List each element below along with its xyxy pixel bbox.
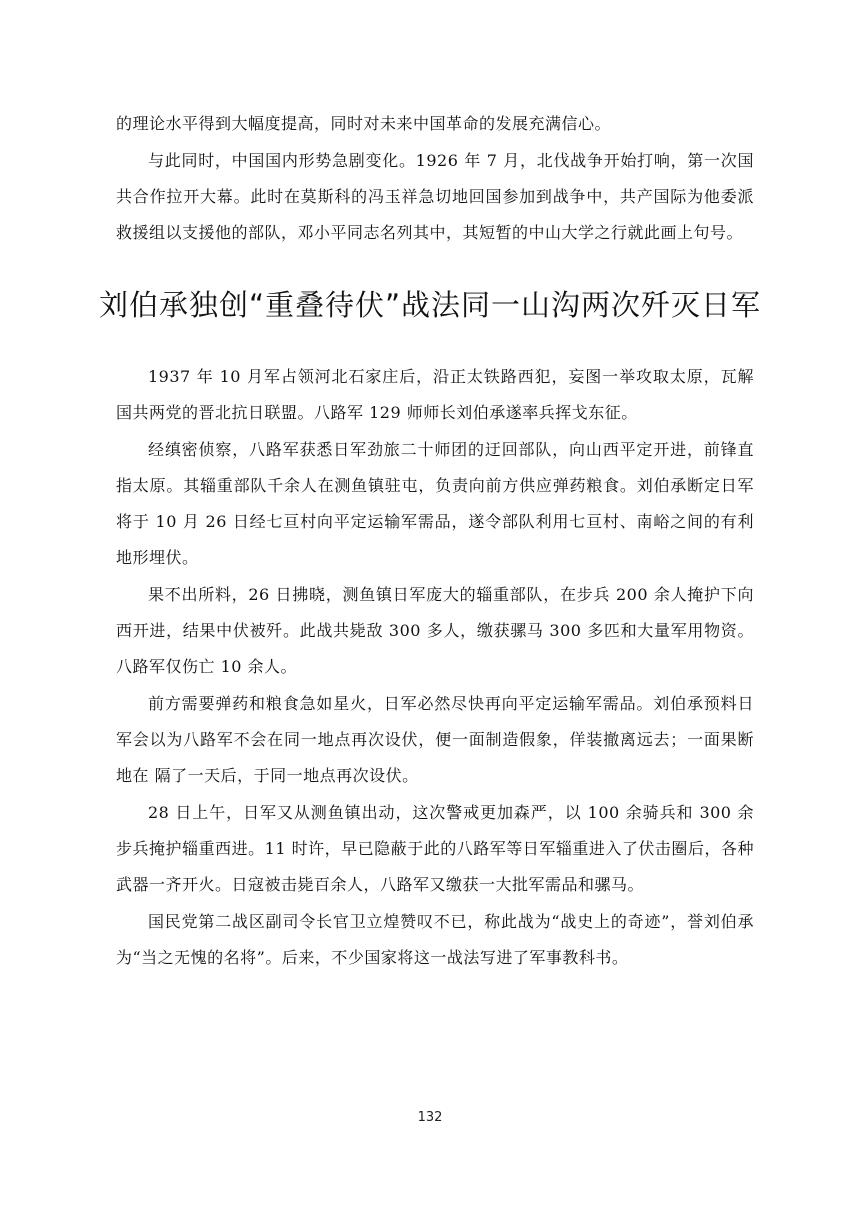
section-body xyxy=(116,359,754,976)
paragraph-continuation: 的理论水平得到大幅度提高，同时对未来中国革命的发展充满信心。 xyxy=(116,114,612,133)
paragraph-2: 经缜密侦察，八路军获悉日军劲旅二十师团的迂回部队，向山西平定开进，前锋直指太原。其辎重部队千余人在测鱼镇驻屯，负责向前方供应弹药粮食。刘伯承断定日军将于 10 月 26 日经七亘村向平定运输军需品，遂令部队利用七亘村、南峪之间的有利地形埋伏。 xyxy=(116,440,754,567)
paragraph-5: 28 日上午，日军又从测鱼镇出动，这次警戒更加森严，以 100 余骑兵和 300 余步兵掩护辎重西进。11 时许，早已隐蔽于此的八路军等日军辎重进入了伏击圈后，各种武器一齐开火。日寇被击毙百余人，八路军又缴获一大批军需品和骡马。 xyxy=(116,803,754,894)
paragraph-6: 国民党第二战区副司令长官卫立煌赞叹不已，称此战为“战史上的奇迹”，誉刘伯承为“当之无愧的名将”。后来，不少国家将这一战法写进了军事教科书。 xyxy=(116,912,754,967)
paragraph-3: 果不出所料，26 日拂晓，测鱼镇日军庞大的辎重部队，在步兵 200 余人掩护下向西开进，结果中伏被歼。此战共毙敌 300 多人，缴获骡马 300 多匹和大量军用物资。八路军仅伤亡 10 余人。 xyxy=(116,585,754,676)
section-title: 刘伯承独创“重叠待伏”战法同一山沟两次歼灭日军 xyxy=(98,288,762,322)
paragraph-4: 前方需要弹药和粮食急如星火，日军必然尽快再向平定运输军需品。刘伯承预料日军会以为八路军不会在同一地点再次设伏，便一面制造假象，佯装撤离远去；一面果断地在 隔了一天后，于同一地点再次设伏。 xyxy=(116,694,754,785)
paragraph-context: 与此同时，中国国内形势急剧变化。1926 年 7 月，北伐战争开始打响，第一次国共合作拉开大幕。此时在莫斯科的冯玉祥急切地回国参加到战争中，共产国际为他委派救援组以支援他的部队，邓小平同志名列其中，其短暂的中山大学之行就此画上句号。 xyxy=(116,151,754,242)
page-number: 132 xyxy=(417,1110,443,1125)
paragraph-1: 1937 年 10 月军占领河北石家庄后，沿正太铁路西犯，妄图一举攻取太原，瓦解国共两党的晋北抗日联盟。八路军 129 师师长刘伯承遂率兵挥戈东征。 xyxy=(116,367,754,422)
top-text-block xyxy=(116,106,754,251)
